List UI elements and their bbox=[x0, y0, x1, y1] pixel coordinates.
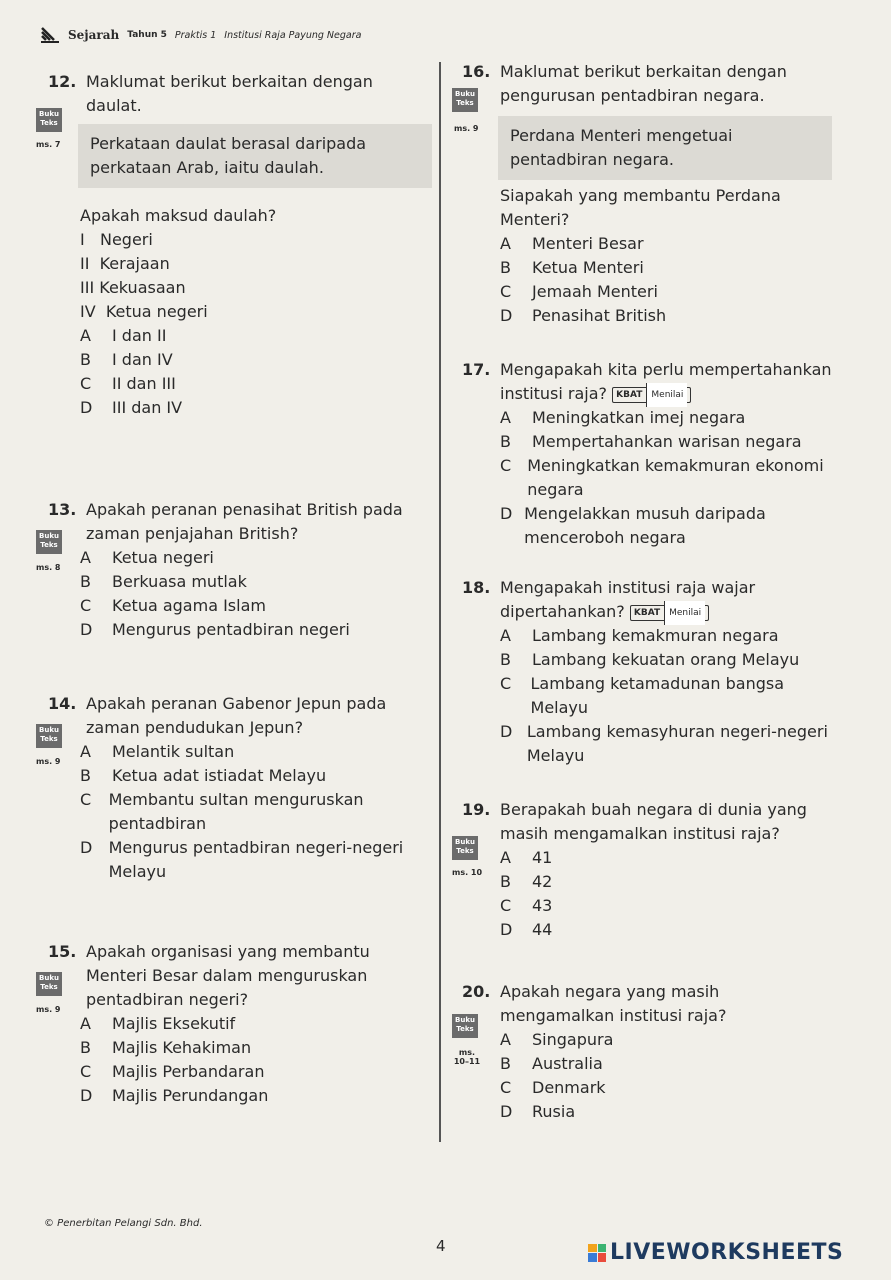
question-ask: Apakah maksud daulah? bbox=[80, 206, 277, 225]
option-text: Mempertahankan warisan negara bbox=[532, 432, 802, 451]
header-topic: Institusi Raja Payung Negara bbox=[224, 29, 362, 41]
header-subject: Sejarah bbox=[68, 28, 120, 42]
question-number: 16. bbox=[462, 62, 491, 81]
options bbox=[80, 1012, 428, 1108]
question-17 bbox=[462, 358, 832, 550]
option-text: Majlis Kehakiman bbox=[112, 1038, 252, 1057]
option-text: Mengelakkan musuh daripada menceroboh negara bbox=[524, 504, 766, 547]
option-text: Melantik sultan bbox=[112, 742, 235, 761]
question-stem: Apakah organisasi yang membantu Menteri Besar dalam menguruskan pentadbiran negeri? bbox=[86, 942, 370, 1009]
header-year: Tahun 5 bbox=[127, 30, 167, 40]
question-16 bbox=[462, 60, 832, 108]
option-c[interactable] bbox=[80, 594, 428, 618]
option-letter: B bbox=[500, 1054, 511, 1073]
option-c[interactable] bbox=[80, 372, 420, 396]
option-text: Singapura bbox=[532, 1030, 614, 1049]
option-letter: C bbox=[80, 1062, 92, 1081]
liveworksheets-brand[interactable]: LIVEWORKSHEETS bbox=[588, 1240, 843, 1265]
option-text: Penasihat British bbox=[532, 306, 667, 325]
option-text: 43 bbox=[532, 896, 553, 915]
option-letter: C bbox=[500, 282, 512, 301]
option-letter: C bbox=[80, 790, 92, 809]
options bbox=[500, 846, 832, 942]
textbook-badge: Buku Teks bbox=[36, 724, 62, 748]
option-text: Majlis Eksekutif bbox=[112, 1014, 236, 1033]
option-text: Denmark bbox=[532, 1078, 606, 1097]
option-c[interactable] bbox=[500, 672, 832, 720]
option-letter: C bbox=[500, 456, 512, 475]
option-text: Rusia bbox=[532, 1102, 576, 1121]
option-text: Majlis Perbandaran bbox=[112, 1062, 265, 1081]
option-letter: B bbox=[500, 650, 511, 669]
info-box: Perkataan daulat berasal daripada perkataan Arab, iaitu daulah. bbox=[78, 124, 432, 188]
kbat-tag: KBAT Menilai bbox=[630, 605, 709, 621]
roman-item: II Kerajaan bbox=[80, 254, 170, 273]
options bbox=[500, 1028, 832, 1124]
textbook-page-ref: ms. 10 bbox=[452, 868, 483, 877]
options bbox=[80, 324, 420, 420]
option-d[interactable] bbox=[500, 918, 832, 942]
page-header bbox=[40, 26, 361, 44]
option-letter: D bbox=[500, 306, 513, 325]
option-text: Ketua agama Islam bbox=[112, 596, 266, 615]
roman-item: III Kekuasaan bbox=[80, 278, 186, 297]
option-a[interactable] bbox=[80, 324, 420, 348]
option-letter: D bbox=[500, 920, 513, 939]
option-text: 44 bbox=[532, 920, 553, 939]
options bbox=[500, 232, 830, 328]
option-letter: B bbox=[80, 572, 91, 591]
option-d[interactable] bbox=[500, 304, 830, 328]
option-text: Australia bbox=[532, 1054, 603, 1073]
textbook-page-ref: ms. 9 bbox=[36, 1005, 61, 1014]
publisher-logo-icon bbox=[40, 26, 60, 44]
option-a[interactable] bbox=[80, 1012, 428, 1036]
option-a[interactable] bbox=[80, 740, 428, 764]
option-letter: A bbox=[500, 848, 511, 867]
option-a[interactable] bbox=[500, 846, 832, 870]
option-b[interactable] bbox=[500, 870, 832, 894]
question-19 bbox=[462, 798, 832, 942]
options bbox=[80, 740, 428, 884]
option-letter: D bbox=[80, 398, 93, 417]
option-text: Ketua negeri bbox=[112, 548, 214, 567]
option-b[interactable] bbox=[80, 1036, 428, 1060]
option-letter: D bbox=[80, 620, 93, 639]
question-20 bbox=[462, 980, 832, 1124]
option-letter: D bbox=[80, 1086, 93, 1105]
option-letter: B bbox=[80, 350, 91, 369]
option-letter: B bbox=[80, 766, 91, 785]
option-text: Meningkatkan kemakmuran ekonomi negara bbox=[527, 456, 824, 499]
option-text: Ketua Menteri bbox=[532, 258, 644, 277]
options bbox=[500, 406, 832, 550]
roman-item: I Negeri bbox=[80, 230, 153, 249]
option-letter: A bbox=[500, 408, 511, 427]
option-text: Lambang kekuatan orang Melayu bbox=[532, 650, 800, 669]
question-12 bbox=[48, 70, 428, 118]
question-18 bbox=[462, 576, 832, 768]
question-12-body bbox=[80, 204, 420, 420]
option-text: II dan III bbox=[112, 374, 176, 393]
question-16-body bbox=[500, 184, 830, 328]
textbook-badge: Buku Teks bbox=[452, 1014, 478, 1038]
question-number: 18. bbox=[462, 578, 491, 597]
option-d[interactable] bbox=[80, 618, 428, 642]
column-divider bbox=[439, 62, 441, 1142]
option-text: Majlis Perundangan bbox=[112, 1086, 269, 1105]
roman-item: IV Ketua negeri bbox=[80, 302, 208, 321]
option-a[interactable] bbox=[80, 546, 428, 570]
options bbox=[500, 624, 832, 768]
option-a[interactable] bbox=[500, 624, 832, 648]
option-d[interactable] bbox=[500, 1100, 832, 1124]
question-stem: Mengapakah kita perlu mempertahankan institusi raja? KBAT Menilai bbox=[500, 358, 832, 406]
option-d[interactable] bbox=[500, 502, 832, 550]
question-15 bbox=[48, 940, 428, 1108]
question-number: 14. bbox=[48, 694, 77, 713]
option-c[interactable] bbox=[500, 280, 830, 304]
textbook-badge: Buku Teks bbox=[36, 108, 62, 132]
question-stem: Apakah peranan penasihat British pada zaman penjajahan British? bbox=[86, 500, 403, 543]
option-letter: D bbox=[500, 722, 513, 741]
textbook-page-ref: ms. 10–11 bbox=[453, 1048, 481, 1066]
option-letter: C bbox=[80, 374, 92, 393]
option-c[interactable] bbox=[500, 894, 832, 918]
option-a[interactable] bbox=[500, 1028, 832, 1052]
option-d[interactable] bbox=[80, 396, 420, 420]
option-text: Lambang ketamadunan bangsa Melayu bbox=[530, 674, 785, 717]
option-text: Lambang kemakmuran negara bbox=[532, 626, 779, 645]
info-box: Perdana Menteri mengetuai pentadbiran negara. bbox=[498, 116, 832, 180]
option-text: Jemaah Menteri bbox=[532, 282, 658, 301]
option-c[interactable] bbox=[80, 788, 428, 836]
option-letter: D bbox=[500, 1102, 513, 1121]
question-13 bbox=[48, 498, 428, 642]
roman-list bbox=[80, 228, 420, 324]
option-b[interactable] bbox=[500, 648, 832, 672]
option-letter: B bbox=[500, 432, 511, 451]
option-text: Mengurus pentadbiran negeri bbox=[112, 620, 350, 639]
option-b[interactable] bbox=[500, 430, 832, 454]
textbook-page-ref: ms. 7 bbox=[36, 140, 61, 149]
header-practice: Praktis 1 bbox=[174, 29, 217, 41]
question-stem: Apakah negara yang masih mengamalkan institusi raja? bbox=[500, 982, 727, 1025]
option-letter: B bbox=[80, 1038, 91, 1057]
option-text: 42 bbox=[532, 872, 553, 891]
question-stem: Berapakah buah negara di dunia yang masih mengamalkan institusi raja? bbox=[500, 800, 807, 843]
question-number: 20. bbox=[462, 982, 491, 1001]
question-stem: Mengapakah institusi raja wajar dipertahankan? KBAT Menilai bbox=[500, 576, 832, 624]
option-d[interactable] bbox=[80, 836, 428, 884]
option-a[interactable] bbox=[500, 232, 830, 256]
textbook-badge: Buku Teks bbox=[36, 972, 62, 996]
option-letter: C bbox=[500, 896, 512, 915]
textbook-page-ref: ms. 9 bbox=[36, 757, 61, 766]
option-d[interactable] bbox=[80, 1084, 428, 1108]
option-letter: D bbox=[80, 838, 93, 857]
textbook-badge: Buku Teks bbox=[36, 530, 62, 554]
option-c[interactable] bbox=[80, 1060, 428, 1084]
textbook-page-ref: ms. 8 bbox=[36, 563, 61, 572]
option-text: I dan IV bbox=[112, 350, 173, 369]
question-number: 13. bbox=[48, 500, 77, 519]
option-b[interactable] bbox=[500, 1052, 832, 1076]
option-letter: B bbox=[500, 872, 511, 891]
kbat-tag: KBAT Menilai bbox=[612, 387, 691, 403]
option-text: Mengurus pentadbiran negeri-negeri Melayu bbox=[108, 838, 404, 881]
option-text: Berkuasa mutlak bbox=[112, 572, 247, 591]
option-text: Membantu sultan menguruskan pentadbiran bbox=[108, 790, 364, 833]
question-number: 15. bbox=[48, 942, 77, 961]
question-stem: Maklumat berikut berkaitan dengan pengurusan pentadbiran negara. bbox=[500, 62, 787, 105]
option-b[interactable] bbox=[80, 570, 428, 594]
option-c[interactable] bbox=[500, 454, 832, 502]
option-letter: A bbox=[500, 626, 511, 645]
liveworksheets-logo-icon bbox=[588, 1244, 606, 1262]
option-letter: A bbox=[500, 234, 511, 253]
option-text: Ketua adat istiadat Melayu bbox=[112, 766, 327, 785]
question-number: 19. bbox=[462, 800, 491, 819]
option-a[interactable] bbox=[500, 406, 832, 430]
option-letter: A bbox=[500, 1030, 511, 1049]
textbook-page-ref: ms. 9 bbox=[454, 124, 479, 133]
option-b[interactable] bbox=[500, 256, 830, 280]
options bbox=[80, 546, 428, 642]
option-text: Menteri Besar bbox=[532, 234, 644, 253]
publisher-credit: © Penerbitan Pelangi Sdn. Bhd. bbox=[44, 1218, 203, 1229]
option-letter: C bbox=[500, 1078, 512, 1097]
option-b[interactable] bbox=[80, 764, 428, 788]
option-text: Meningkatkan imej negara bbox=[532, 408, 746, 427]
textbook-badge: Buku Teks bbox=[452, 88, 478, 112]
option-letter: C bbox=[500, 674, 512, 693]
option-text: 41 bbox=[532, 848, 553, 867]
question-number: 12. bbox=[48, 72, 77, 91]
question-stem: Maklumat berikut berkaitan dengan daulat. bbox=[86, 72, 373, 115]
option-letter: A bbox=[80, 1014, 91, 1033]
option-letter: D bbox=[500, 504, 513, 523]
option-b[interactable] bbox=[80, 348, 420, 372]
option-letter: C bbox=[80, 596, 92, 615]
page-number: 4 bbox=[436, 1237, 446, 1255]
option-letter: A bbox=[80, 548, 91, 567]
option-c[interactable] bbox=[500, 1076, 832, 1100]
option-letter: A bbox=[80, 326, 91, 345]
option-letter: A bbox=[80, 742, 91, 761]
question-number: 17. bbox=[462, 360, 491, 379]
option-text: III dan IV bbox=[112, 398, 183, 417]
option-text: Lambang kemasyhuran negeri-negeri Melayu bbox=[526, 722, 828, 765]
textbook-badge: Buku Teks bbox=[452, 836, 478, 860]
option-letter: B bbox=[500, 258, 511, 277]
option-d[interactable] bbox=[500, 720, 832, 768]
question-ask: Siapakah yang membantu Perdana Menteri? bbox=[500, 186, 781, 229]
question-14 bbox=[48, 692, 428, 884]
option-text: I dan II bbox=[112, 326, 167, 345]
question-stem: Apakah peranan Gabenor Jepun pada zaman pendudukan Jepun? bbox=[86, 694, 387, 737]
